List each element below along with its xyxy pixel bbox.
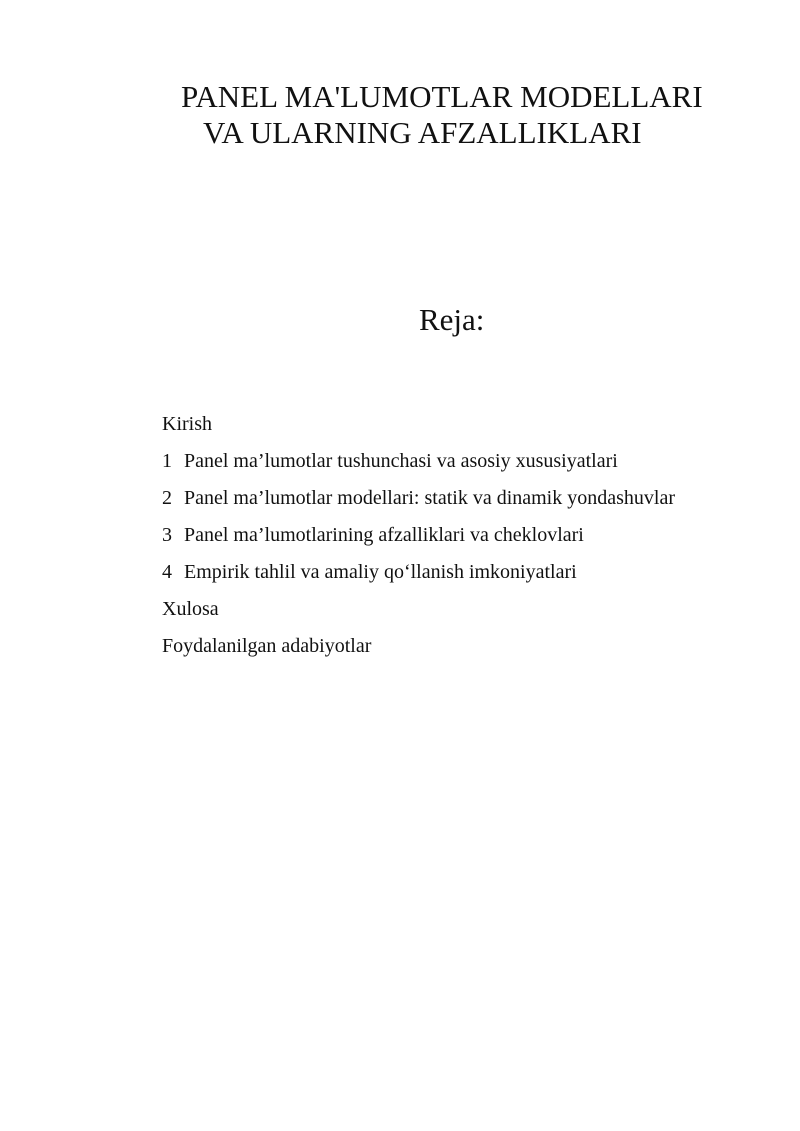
- toc-item-text: Foydalanilgan adabiyotlar: [162, 635, 372, 657]
- toc-item-number: 2: [162, 487, 172, 509]
- toc-item-4: [162, 554, 675, 591]
- document-title-line-2: VA ULARNING AFZALLIKLARI: [203, 115, 642, 150]
- toc-item-1: [162, 443, 675, 480]
- toc-item-3: [162, 517, 675, 554]
- toc-item-text: Panel ma’lumotlar tushunchasi va asosiy xususiyatlari: [184, 450, 618, 472]
- toc-item-references: [162, 628, 675, 665]
- toc-item-conclusion: [162, 591, 675, 628]
- toc-item-number: 3: [162, 524, 172, 546]
- toc-item-text: Panel ma’lumotlar modellari: statik va dinamik yondashuvlar: [184, 487, 675, 509]
- document-title-line-1: PANEL MA'LUMOTLAR MODELLARI: [181, 79, 703, 114]
- plan-heading: Reja:: [419, 302, 485, 337]
- toc-item-text: Panel ma’lumotlarining afzalliklari va cheklovlari: [184, 524, 584, 546]
- toc-item-text: Xulosa: [162, 598, 219, 620]
- toc-item-number: 4: [162, 561, 172, 583]
- toc-item-number: 1: [162, 450, 172, 472]
- toc-item-text: Empirik tahlil va amaliy qo‘llanish imkoniyatlari: [184, 561, 577, 583]
- toc-item-text: Kirish: [162, 413, 212, 435]
- toc-item-introduction: [162, 406, 675, 443]
- toc-item-2: [162, 480, 675, 517]
- table-of-contents: [162, 406, 675, 665]
